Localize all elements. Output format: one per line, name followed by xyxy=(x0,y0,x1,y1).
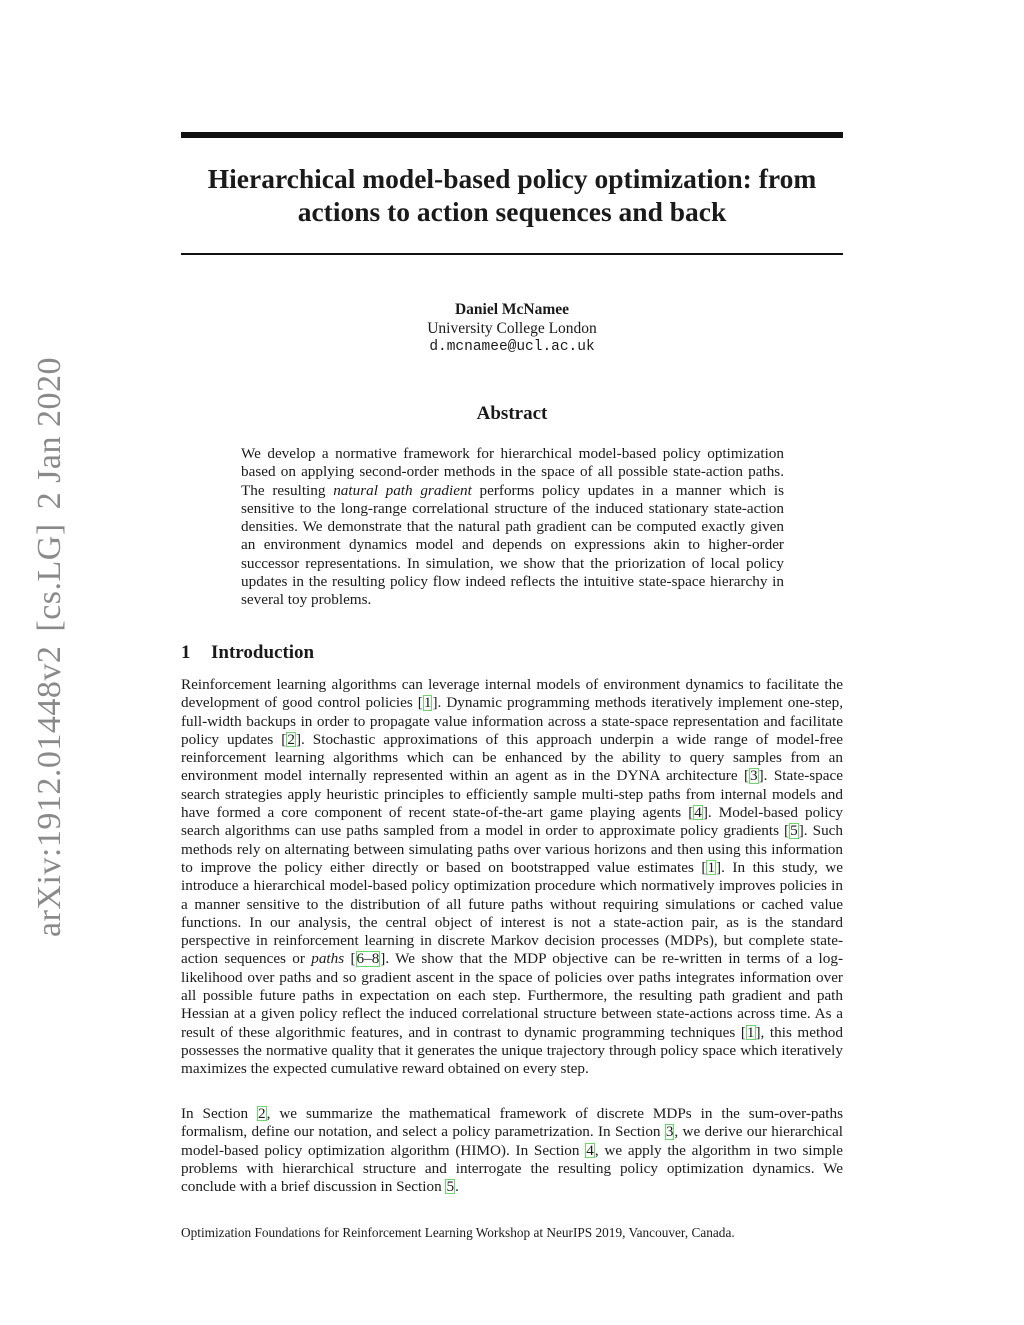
citation-link[interactable]: 6–8 xyxy=(356,950,380,968)
citation-link[interactable]: 5 xyxy=(790,822,798,840)
author-name: Daniel McNamee xyxy=(454,301,570,318)
citation-link[interactable]: 2 xyxy=(287,730,295,748)
section-link[interactable]: 5 xyxy=(446,1178,455,1196)
arxiv-stamp xyxy=(31,357,69,937)
section-link[interactable]: 3 xyxy=(665,1123,674,1141)
intro-text: ]. Such methods rely on alternating between simulating paths over various horizons and then using this information to improve the policy either directly or based on bootstrapped value estimates [ xyxy=(181,822,843,876)
citation-link[interactable]: 1 xyxy=(423,694,432,712)
author-block xyxy=(181,300,843,357)
intro-text: ]. Stochastic approximations of this approach underpin a wide range of model-free reinforcement learning algorithms which can be enhanced by the ability to query samples from an environment model internally represented within an agent as in the DYNA architecture [ xyxy=(181,730,843,785)
citation-link[interactable]: 1 xyxy=(707,858,716,876)
arxiv-date: 2 Jan 2020 xyxy=(31,357,68,510)
section-link[interactable]: 2 xyxy=(258,1105,266,1122)
intro-text: ]. Dynamic programming methods iteratively implement one-step, full-width backups in order to propagate value information across a state-space representation and facilitate policy updates [ xyxy=(181,694,843,748)
citation-link[interactable]: 3 xyxy=(750,767,758,785)
abstract-heading: Abstract xyxy=(476,403,548,424)
title-line-2: actions to action sequences and back xyxy=(297,196,727,227)
intro-paragraph-1 xyxy=(181,676,843,1079)
intro-text: ]. We show that the MDP objective can be re-written in terms of a log-likelihood over paths and so gradient ascent in the space of policies over paths integrates information over all possible future paths in expectation on each step. Furthermore, the resulting path gradient and path Hessian at a given policy reflect the induced correlational structure between state-actions across time. As a result of these algorithmic features, and in contrast to dynamic programming techniques [ xyxy=(181,950,843,1041)
intro-text: , we summarize the mathematical framework of discrete MDPs in the sum-over-paths formalism, define our notation, and select a policy parametrization. In Section xyxy=(181,1105,843,1141)
intro-text: [ xyxy=(344,950,356,968)
intro-emphasis-paths: paths xyxy=(311,950,345,968)
arxiv-id: arXiv:1912.01448v2 xyxy=(31,645,68,937)
author-email[interactable]: d.mcnamee@ucl.ac.uk xyxy=(429,339,595,355)
title-top-rule xyxy=(181,132,843,138)
title-bottom-rule xyxy=(181,253,843,255)
intro-text: . xyxy=(455,1178,459,1196)
intro-text: Reinforcement learning algorithms can leverage internal models of environment dynamics to facilitate the development of good control policies [ xyxy=(181,676,843,712)
intro-text: In Section xyxy=(181,1105,258,1122)
abstract-emphasis: natural path gradient xyxy=(333,481,472,499)
title-line-1: Hierarchical model-based policy optimization: from xyxy=(207,163,817,194)
intro-text: ]. In this study, we introduce a hierarchical model-based policy optimization procedure which normatively improves policies in a manner sensitive to the distribution of all future paths without requiring simulations or cached value functions. In our analysis, the central object of interest is not a state-action pair, as is the standard perspective in reinforcement learning in discrete Markov decision processes (MDPs), but complete state-action sequences or xyxy=(181,858,843,968)
arxiv-category: [cs.LG] xyxy=(31,523,68,632)
intro-text: ]. State-space search strategies apply heuristic principles to efficiently sample multi-step paths from internal models and have formed a core component of recent state-of-the-art game playing agents [ xyxy=(181,767,843,822)
citation-link[interactable]: 4 xyxy=(694,804,702,822)
intro-text: ], this method possesses the normative quality that it generates the unique trajectory through policy space which iteratively maximizes the expected cumulative reward obtained on every step. xyxy=(181,1023,843,1078)
citation-link[interactable]: 1 xyxy=(746,1023,755,1041)
intro-text: , we derive our hierarchical model-based policy optimization algorithm (HIMO). In Section xyxy=(181,1123,843,1159)
section-number: 1 xyxy=(181,642,191,663)
abstract-text-b: performs policy updates in a manner which is sensitive to the long-range correlational structure of the induced stationary state-action densities. We demonstrate that the natural path gradient can be computed exactly given an environment dynamics model and depends on expressions akin to higher-order successor representations. In simulation, we show that the priorization of local policy updates in the resulting policy flow indeed reflects the intuitive state-space hierarchy in several toy problems. xyxy=(241,481,784,609)
section-title: Introduction xyxy=(211,642,315,663)
section-link[interactable]: 4 xyxy=(586,1141,594,1159)
venue-footnote: Optimization Foundations for Reinforcement Learning Workshop at NeurIPS 2019, Vancouver, Canada. xyxy=(181,1225,735,1240)
section-heading-introduction xyxy=(181,642,843,664)
author-affiliation: University College London xyxy=(427,320,597,337)
abstract-text-a: We develop a normative framework for hierarchical model-based policy optimization based on applying second-order methods in the space of all possible state-action paths. The resulting xyxy=(241,445,784,499)
intro-text: , we apply the algorithm in two simple problems with hierarchical structure and interrogate the resulting policy optimization dynamics. We conclude with a brief discussion in Section xyxy=(181,1141,844,1196)
intro-paragraph-2 xyxy=(181,1105,843,1196)
abstract-body xyxy=(241,445,784,610)
paper-title xyxy=(181,162,843,228)
intro-text: ]. Model-based policy search algorithms can use paths sampled from a model in order to approximate policy gradients [ xyxy=(181,804,843,840)
